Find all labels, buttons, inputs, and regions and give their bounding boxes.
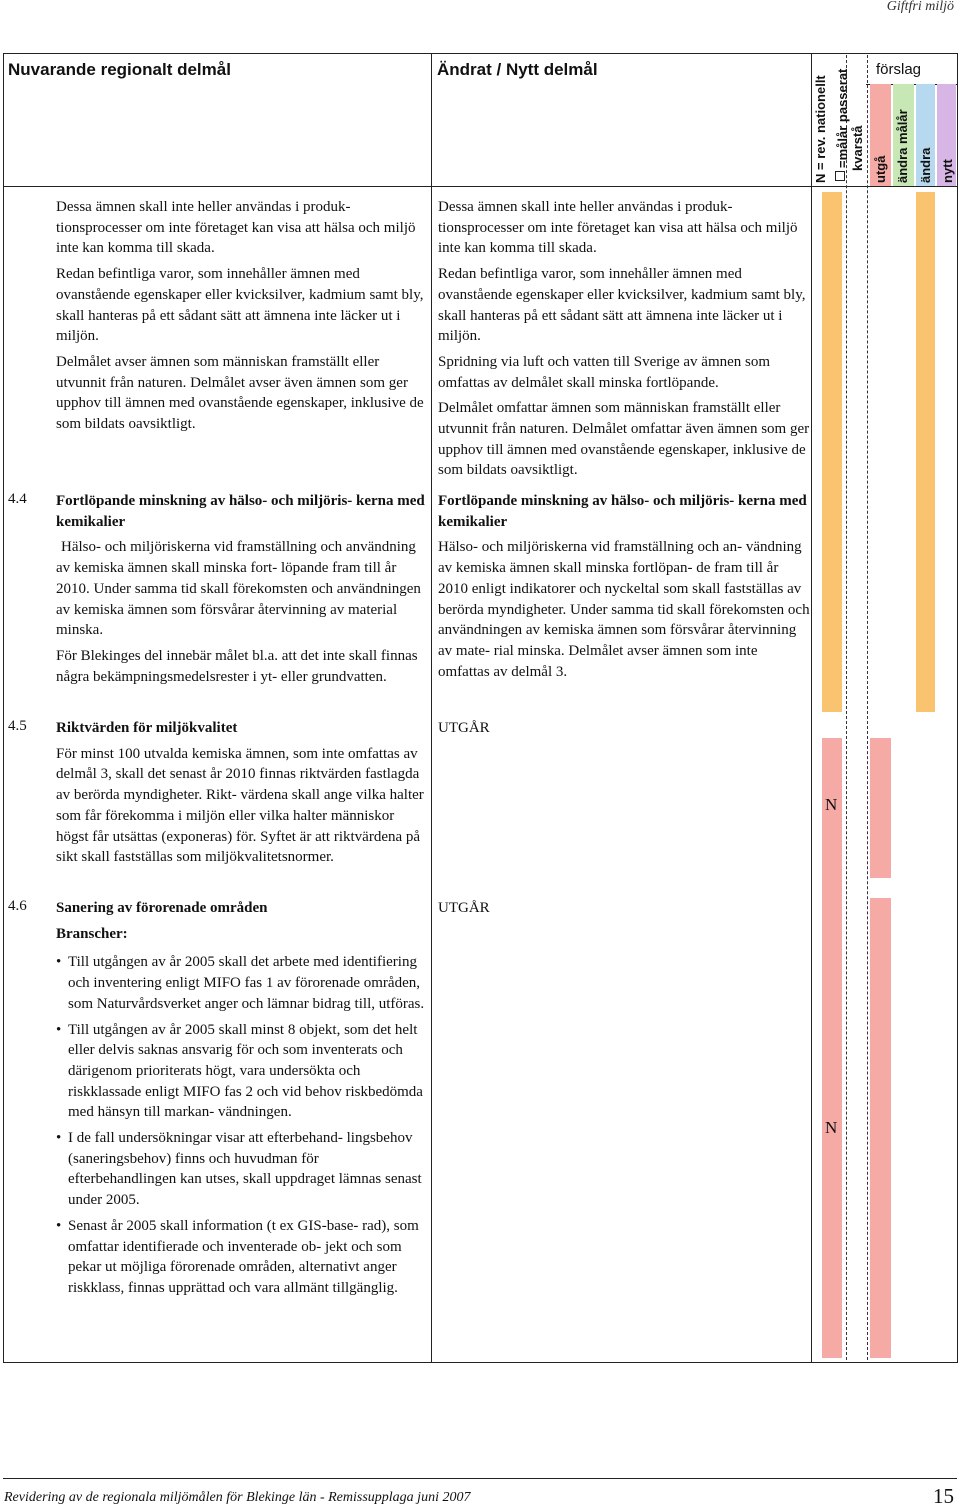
dashed-separator xyxy=(846,55,847,1360)
left-section-4-6 xyxy=(56,898,428,1299)
column-header-current: Nuvarande regionalt delmål xyxy=(8,60,231,79)
left-section-4-5 xyxy=(56,718,428,868)
strip-n-utga xyxy=(822,738,842,1358)
status-text: UTGÅR xyxy=(438,720,490,736)
paragraph: Redan befintliga varor, som innehåller ämnen med ovanstående egenskaper eller kvicksilver, kadmium samt bly, skall hanteras på ett sådant sätt att ämnena inte läcker ut i miljön. xyxy=(56,266,424,345)
subheading: Branscher: xyxy=(56,925,128,942)
table-right-border xyxy=(957,53,958,1363)
rotated-header-utga: utgå xyxy=(873,155,888,183)
rotated-header-n-rev: N = rev. nationellt xyxy=(813,75,828,183)
table-top-border xyxy=(3,53,957,54)
dashed-separator xyxy=(867,55,868,1360)
paragraph: Hälso- och miljöriskerna vid framställning och användning av kemiska ämnen skall minska fort- löpande fram till år 2010. Under samma tid skall förekomsten och användningen av kemiska ämnen som försvårar återvinning av material minska. xyxy=(56,539,421,639)
strip-utga xyxy=(870,738,891,878)
mid-section-4-4 xyxy=(438,491,810,682)
table-bottom-border xyxy=(3,1362,957,1363)
status-text: UTGÅR xyxy=(438,900,490,916)
list-item: • Till utgången av år 2005 skall det arbete med identifiering och inventering enligt MIFO fas 1 av förorenade områden, som Naturvårdsverket anger och lämnar bidrag till, utföras. xyxy=(56,952,428,1014)
section-title: Fortlöpande minskning av hälso- och miljöris- kerna med kemikalier xyxy=(438,493,807,530)
marker-n-4-5: N xyxy=(825,795,838,814)
mid-section-4-5 xyxy=(438,718,810,739)
paragraph: Dessa ämnen skall inte heller användas i produk- tionsprocesser om inte företaget kan visa att hälsa och miljö inte kan komma till skada. xyxy=(438,199,798,257)
section-title: Fortlöpande minskning av hälso- och miljöris- kerna med kemikalier xyxy=(56,493,425,530)
paragraph: Redan befintliga varor, som innehåller ämnen med ovanstående egenskaper eller kvicksilver, kadmium samt bly, skall hanteras på ett sådant sätt att ämnena inte läcker ut i miljön. xyxy=(438,266,806,345)
strip-kvarsta-a xyxy=(822,192,842,712)
strip-andra xyxy=(916,192,935,712)
paragraph: Delmålet avser ämnen som människan framställt eller utvunnit från naturen. Delmålet avser även ämnen som ger upphov till ämnen med ovanstående egenskaper, inklusive de som bildats oavsiktligt. xyxy=(56,353,424,433)
table-left-border xyxy=(3,53,4,1363)
paragraph: Dessa ämnen skall inte heller användas i produk- tionsprocesser om inte företaget kan visa att hälsa och miljö inte kan komma till skada. xyxy=(56,199,416,257)
footer-rule xyxy=(3,1478,957,1479)
list-item: • Senast år 2005 skall information (t ex GIS-base- rad), som omfattar identifierade och inventerade ob- jekt och som pekar ut möjliga förorenade områden, alternativt anger riskklass, finnas upprättad och vara allmänt tillgänglig. xyxy=(56,1216,428,1299)
header-brand: Giftfri miljö xyxy=(886,0,954,14)
paragraph: För Blekinges del innebär målet bl.a. att det inte skall finnas några bekämpningsmedelsrester i yt- eller grundvatten. xyxy=(56,647,418,685)
rotated-header-nytt: nytt xyxy=(940,159,955,183)
mid-section-4-6 xyxy=(438,898,810,919)
list-item: • Till utgången av år 2005 skall minst 8 objekt, som det helt eller delvis saknas ansvarig för och som inventerats och därigenom prioriterats högt, vara undersökta och riskklassade enligt MIFO fas 2 och vid behov riskbedömda med hänsyn till markan- vändningen. xyxy=(56,1020,428,1124)
strip-utga xyxy=(870,898,891,1358)
section-title: Riktvärden för miljökvalitet xyxy=(56,720,238,736)
column-header-changed: Ändrat / Nytt delmål xyxy=(437,60,598,79)
rotated-header-andra: ändra xyxy=(918,147,933,183)
section-title: Sanering av förorenade områden xyxy=(56,900,268,916)
column-divider xyxy=(431,53,432,1363)
rotated-header-malar-passerat: =målår passerat xyxy=(835,68,850,168)
section-number-4-5: 4.5 xyxy=(8,718,27,734)
forslag-header: förslag xyxy=(876,61,922,78)
page-number: 15 xyxy=(933,1484,954,1508)
rotated-header-kvarsta: kvarstå xyxy=(850,125,865,171)
rotated-header-andra-malar: ändra målår xyxy=(895,109,910,183)
mid-intro xyxy=(438,197,810,481)
paragraph: Spridning via luft och vatten till Sverige av ämnen som omfattas av delmålet skall minska fortlöpande. xyxy=(438,353,771,391)
list-item: • I de fall undersökningar visar att efterbehand- lingsbehov (saneringsbehov) finns och huvudman för efterbehandlingen kan utses, skall uppdraget lämnas senast under 2005. xyxy=(56,1128,428,1211)
checkbox-icon xyxy=(835,171,845,181)
paragraph: För minst 100 utvalda kemiska ämnen, som inte omfattas av delmål 3, skall det senast år 2010 finnas riktvärden fastlagda av berörda myndigheter. Rikt- värdena skall ange vilka halter som får förekomma i miljön eller vilka halter människor högst får utsättas (exponeras) för. Syftet är att riktvärdena på sikt skall fastställas som miljökvalitetsnormer. xyxy=(56,745,424,866)
paragraph: Hälso- och miljöriskerna vid framställning och an- vändning av kemiska ämnen skall minska fortlöpan- de fram till år 2010 enligt indikatorer och nyckeltal som skall fastställas av berörda myndigheter. Under samma tid skall förekomsten och användningen av kemiska ämnen som försvårar återvinning av mate- rial minska. Delmålet avser ämnen som inte omfattas av delmål 3. xyxy=(438,539,810,680)
table-header-divider xyxy=(3,186,957,187)
paragraph: Delmålet omfattar ämnen som människan framställt eller utvunnit från naturen. Delmålet omfattar även ämnen som ger upphov till ämnen med ovanstående egenskaper, inklusive de som bildats oavsiktligt. xyxy=(438,400,810,479)
left-intro xyxy=(56,197,428,435)
left-section-4-4 xyxy=(56,491,428,687)
section-number-4-4: 4.4 xyxy=(8,491,27,507)
footer-text: Revidering av de regionala miljömålen för Blekinge län - Remissupplaga juni 2007 xyxy=(4,1490,471,1505)
column-divider xyxy=(811,53,812,1363)
section-number-4-6: 4.6 xyxy=(8,898,27,914)
marker-n-4-6: N xyxy=(825,1118,838,1137)
